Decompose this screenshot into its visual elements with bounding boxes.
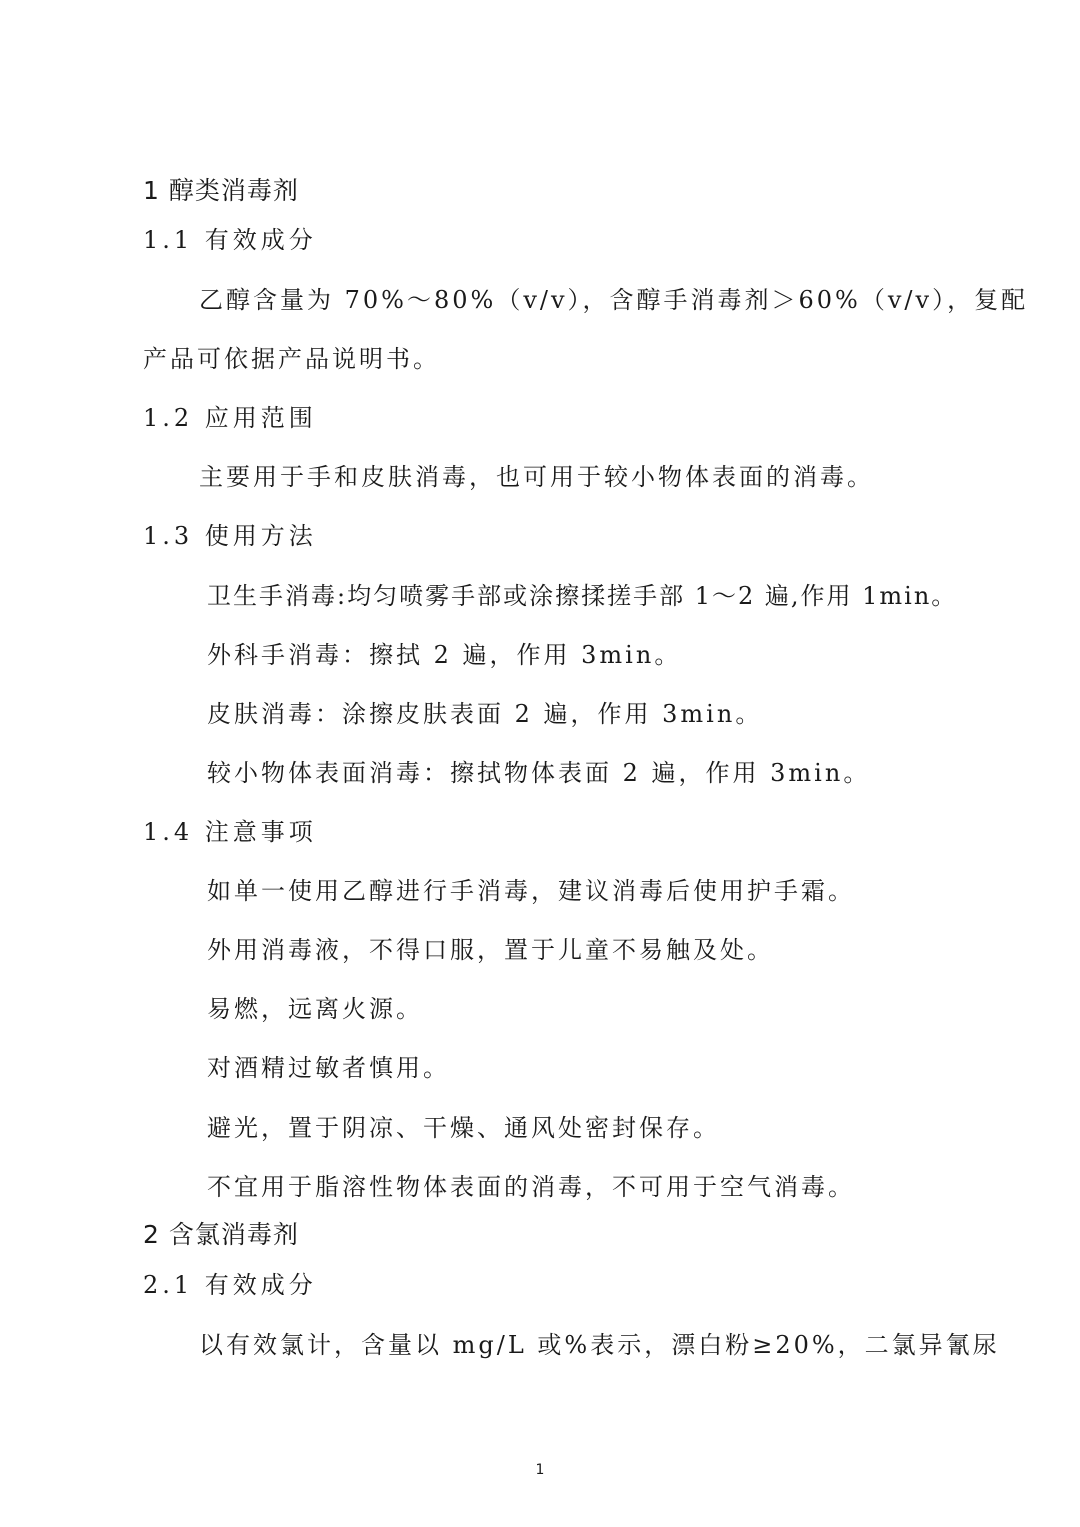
subsection-1-3-heading: 1.3 使用方法 xyxy=(143,522,317,550)
section-1-heading: 1 醇类消毒剂 xyxy=(143,176,299,205)
list-item: 主要用于手和皮肤消毒，也可用于较小物体表面的消毒。 xyxy=(199,463,874,491)
subsection-1-2-heading: 1.2 应用范围 xyxy=(143,404,317,432)
subsection-2-1-heading: 2.1 有效成分 xyxy=(143,1271,317,1299)
list-item: 外科手消毒：擦拭 2 遍，作用 3min。 xyxy=(207,641,682,669)
page-number: 1 xyxy=(535,1462,545,1478)
paragraph-line: 以有效氯计，含量以 mg/L 或%表示，漂白粉≥20%，二氯异氰尿 xyxy=(199,1331,1000,1359)
list-item: 如单一使用乙醇进行手消毒，建议消毒后使用护手霜。 xyxy=(207,877,855,905)
list-item: 外用消毒液，不得口服，置于儿童不易触及处。 xyxy=(207,936,774,964)
list-item: 易燃，远离火源。 xyxy=(207,995,423,1023)
list-item: 较小物体表面消毒：擦拭物体表面 2 遍，作用 3min。 xyxy=(207,759,871,787)
list-item: 避光，置于阴凉、干燥、通风处密封保存。 xyxy=(207,1114,720,1142)
list-item: 对酒精过敏者慎用。 xyxy=(207,1054,450,1082)
paragraph-line: 产品可依据产品说明书。 xyxy=(143,345,440,373)
section-2-heading: 2 含氯消毒剂 xyxy=(143,1220,299,1249)
list-item: 卫生手消毒:均匀喷雾手部或涂擦揉搓手部 1～2 遍,作用 1min。 xyxy=(207,582,958,610)
subsection-1-4-heading: 1.4 注意事项 xyxy=(143,818,317,846)
paragraph-line: 乙醇含量为 70%～80%（v/v），含醇手消毒剂＞60%（v/v），复配 xyxy=(199,286,1029,314)
list-item: 不宜用于脂溶性物体表面的消毒，不可用于空气消毒。 xyxy=(207,1173,855,1201)
list-item: 皮肤消毒：涂擦皮肤表面 2 遍，作用 3min。 xyxy=(207,700,763,728)
subsection-1-1-heading: 1.1 有效成分 xyxy=(143,226,317,254)
